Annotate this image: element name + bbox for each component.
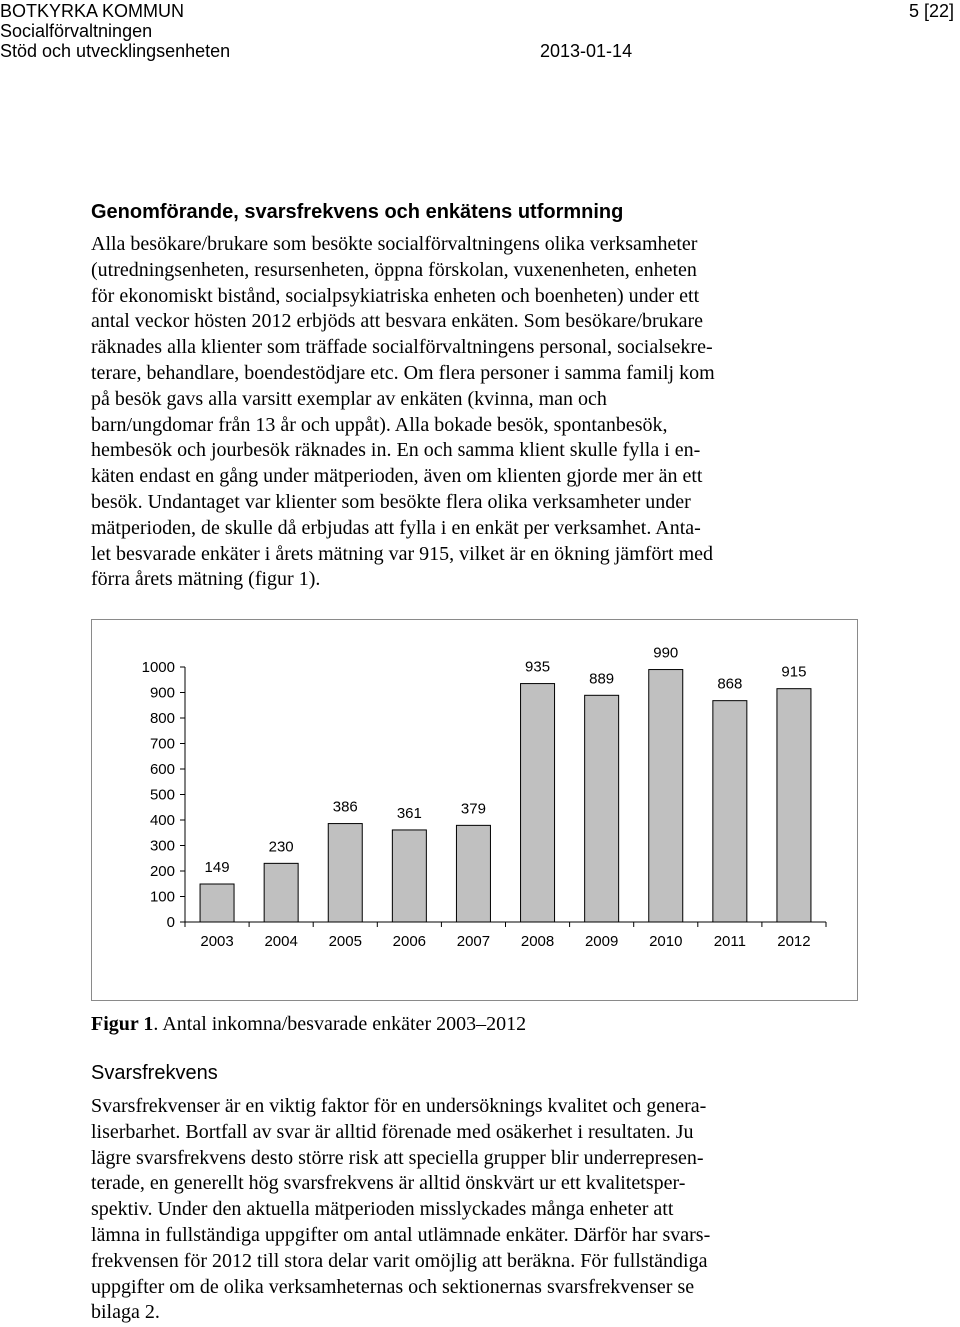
paragraph-line: terare, behandlare, boendestödjare etc. Om flera personer i samma familj kom (91, 361, 715, 384)
paragraph-line: terade, en generellt hög svarsfrekvens är alltid önskvärt ur ett kvalitetsper- (91, 1172, 686, 1195)
paragraph-line: liserbarhet. Bortfall av svar är alltid förenade med osäkerhet i resultaten. Ju (91, 1120, 694, 1143)
data-label: 868 (717, 675, 743, 693)
subheading-svarsfrekvens: Svarsfrekvens (91, 1062, 218, 1084)
x-tick-label: 2005 (328, 933, 362, 950)
section-heading: Genomförande, svarsfrekvens och enkätens utformning (91, 201, 624, 223)
x-tick-label: 2004 (264, 933, 298, 950)
data-label: 935 (525, 658, 551, 676)
y-tick-label: 200 (149, 863, 175, 880)
paragraph-line: lämna in fullständiga uppgifter om antal utlämnade enkäter. Därför har svars- (91, 1223, 711, 1246)
paragraph-line: på besök gavs alla varsitt exemplar av enkäten (kvinna, man och (91, 387, 607, 410)
x-tick-label: 2006 (392, 933, 427, 950)
bar (777, 689, 811, 922)
paragraph-line: Alla besökare/brukare som besökte socialförvaltningens olika verksamheter (91, 233, 698, 255)
paragraph-line: besök. Undantaget var klienter som besökte flera olika verksamheter under (91, 490, 691, 513)
paragraph-line: frekvensen för 2012 till stora delar varit omöjlig att beräkna. För fullständiga (91, 1249, 708, 1272)
figure-frame (91, 619, 858, 1001)
bar (200, 884, 234, 922)
data-label: 379 (460, 800, 486, 818)
y-tick-label: 300 (149, 837, 175, 855)
y-tick-label: 400 (149, 812, 175, 829)
header-date: 2013-01-14 (540, 41, 633, 61)
x-tick-label: 2007 (456, 933, 491, 950)
paragraph-line: bilaga 2. (91, 1301, 160, 1324)
x-tick-label: 2008 (520, 933, 555, 950)
paragraph-line: Svarsfrekvenser är en viktig faktor för en undersöknings kvalitet och genera- (91, 1095, 707, 1117)
header-org: BOTKYRKA KOMMUN (0, 1, 185, 21)
paragraph-line: för ekonomiskt bistånd, socialpsykiatriska enheten och boenheten) under ett (91, 284, 700, 307)
data-label: 386 (332, 798, 358, 816)
paragraph-line: barn/ungdomar från 13 år och uppåt). Alla bokade besök, spontanbesök, (91, 413, 668, 436)
page-number: 5 [22] (908, 1, 954, 21)
paragraph-line: räknades alla klienter som träffade socialförvaltningens personal, socialsekre- (91, 336, 713, 359)
paragraph-line: käten endast en gång under mätperioden, även om klienten gjorde mer än ett (91, 465, 703, 488)
y-tick-label: 700 (149, 735, 175, 753)
x-tick-label: 2009 (584, 933, 619, 950)
bar (264, 863, 298, 922)
paragraph-line: mätperioden, de skulle då erbjudas att fylla i en enkät per verksamhet. Anta- (91, 516, 701, 539)
y-tick-label: 0 (166, 914, 175, 931)
y-tick-label: 1000 (141, 659, 175, 676)
paragraph-line: lägre svarsfrekvens desto större risk att speciella grupper blir underrepresen- (91, 1146, 704, 1169)
bar (328, 824, 362, 922)
y-tick-label: 800 (149, 710, 175, 727)
bar (713, 701, 747, 922)
data-label: 230 (268, 838, 294, 856)
y-tick-label: 900 (149, 684, 175, 702)
bar-chart (92, 620, 857, 1000)
header-unit: Stöd och utvecklingsenheten (0, 41, 231, 61)
x-tick-label: 2010 (649, 933, 683, 950)
y-tick-label: 100 (149, 888, 175, 906)
y-tick-label: 500 (149, 786, 175, 804)
paragraph-line: antal veckor hösten 2012 erbjöds att besvara enkäten. Som besökare/brukare (91, 310, 704, 333)
paragraph-line: let besvarade enkäter i årets mätning var 915, vilket är en ökning jämfört med (91, 542, 714, 565)
data-label: 915 (781, 663, 807, 681)
x-tick-label: 2011 (713, 933, 746, 950)
header-department: Socialförvaltningen (0, 21, 153, 41)
paragraph-response-rate (91, 1094, 851, 1326)
data-label: 990 (653, 644, 679, 662)
x-tick-label: 2003 (200, 933, 234, 950)
paragraph-line: uppgifter om de olika verksamheternas och sektionernas svarsfrekvenser se (91, 1275, 695, 1298)
paragraph-line: spektiv. Under den aktuella mätperioden misslyckades många enheter att (91, 1198, 674, 1221)
figure-label: Figur 1 (91, 1013, 154, 1035)
paragraph-line: förra årets mätning (figur 1). (91, 568, 321, 591)
data-label: 889 (589, 670, 615, 688)
data-label: 149 (204, 859, 230, 877)
data-label: 361 (396, 804, 422, 822)
bar (649, 670, 683, 922)
bar (456, 825, 490, 922)
bar (585, 695, 619, 922)
figure-caption-text: . Antal inkomna/besvarade enkäter 2003–2012 (153, 1013, 527, 1035)
y-tick-label: 600 (149, 761, 175, 778)
bar (521, 684, 555, 922)
paragraph-line: (utredningsenheten, resursenheten, öppna förskolan, vuxenenheten, enheten (91, 258, 697, 281)
x-tick-label: 2012 (777, 933, 811, 950)
paragraph-line: hembesök och jourbesök räknades in. En och samma klient skulle fylla i en- (91, 439, 701, 462)
figure-caption (91, 1013, 526, 1036)
paragraph-method (91, 232, 851, 593)
bar (392, 830, 426, 922)
